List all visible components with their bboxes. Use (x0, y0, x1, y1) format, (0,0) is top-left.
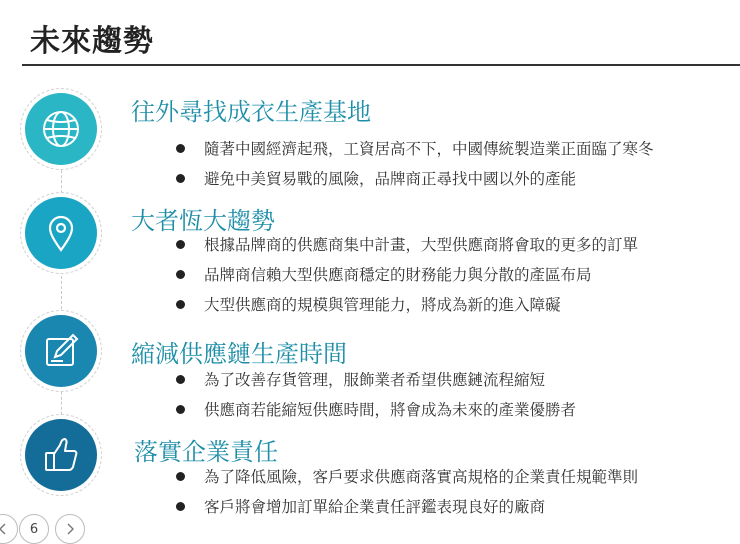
bullet-item: 根據品牌商的供應商集中計畫，大型供應商將會取的更多的訂單 (176, 230, 638, 260)
bullet-item: 供應商若能縮短供應時間，將會成為未來的產業優勝者 (176, 395, 576, 425)
location-pin-icon (25, 197, 97, 269)
bullet-dot (176, 405, 185, 414)
section-2-icon-badge (20, 192, 102, 274)
globe-icon (25, 93, 97, 165)
bullet-item: 為了改善存貨管理，服飾業者希望供應鏈流程縮短 (176, 365, 576, 395)
edit-document-icon (25, 315, 97, 387)
bullet-dot (176, 472, 185, 481)
section-1-heading: 往外尋找成衣生產基地 (131, 98, 371, 126)
chevron-right-icon (65, 523, 75, 535)
section-1-icon-badge (20, 88, 102, 170)
section-3-icon-badge (20, 310, 102, 392)
section-2-bullets (176, 230, 638, 320)
bullet-item: 避免中美貿易戰的風險，品牌商正尋找中國以外的產能 (176, 164, 654, 194)
bullet-dot (176, 174, 185, 183)
section-4-bullets (176, 462, 638, 522)
page-number: 6 (29, 521, 39, 537)
chevron-left-icon (0, 523, 8, 535)
bullet-item: 客戶將會增加訂單給企業責任評鑑表現良好的廠商 (176, 492, 638, 522)
section-4-heading: 落實企業責任 (134, 438, 278, 466)
timeline-connector (61, 130, 62, 460)
bullet-dot (176, 270, 185, 279)
bullet-item: 大型供應商的規模與管理能力，將成為新的進入障礙 (176, 290, 638, 320)
bullet-item: 品牌商信賴大型供應商穩定的財務能力與分散的產區布局 (176, 260, 638, 290)
bullet-item: 為了降低風險，客戶要求供應商落實高規格的企業責任規範準則 (176, 462, 638, 492)
bullet-dot (176, 240, 185, 249)
section-1-bullets (176, 134, 654, 194)
section-3-heading: 縮減供應鏈生產時間 (131, 340, 347, 368)
section-4-icon-badge (20, 414, 102, 496)
slide-title: 未來趨勢 (30, 24, 154, 59)
section-3-bullets (176, 365, 576, 425)
thumbs-up-icon (25, 419, 97, 491)
bullet-dot (176, 300, 185, 309)
bullet-dot (176, 502, 185, 511)
title-divider (22, 64, 740, 66)
bullet-dot (176, 375, 185, 384)
bullet-dot (176, 144, 185, 153)
section-2-heading: 大者恆大趨勢 (131, 207, 275, 235)
bullet-item: 隨著中國經濟起飛，工資居高不下，中國傳統製造業正面臨了寒冬 (176, 134, 654, 164)
